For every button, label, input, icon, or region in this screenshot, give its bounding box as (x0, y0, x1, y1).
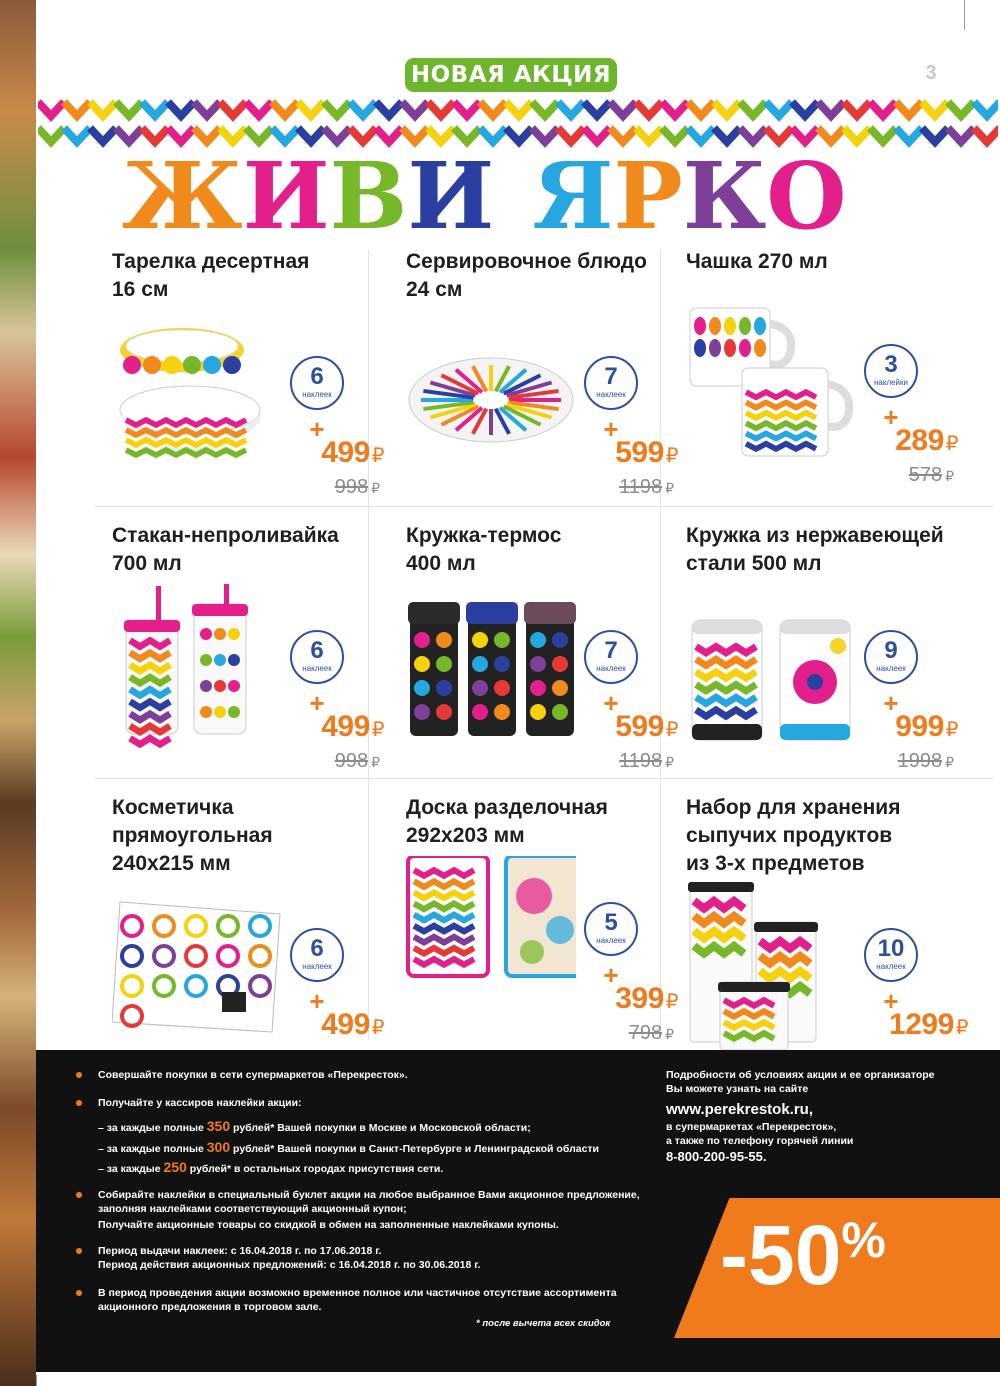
product-card[interactable] (112, 794, 402, 1054)
old-price (619, 476, 674, 499)
headline (122, 142, 922, 250)
ruble-sign: ₽ (945, 719, 958, 741)
product-title (112, 794, 402, 878)
chevron-stripe (922, 128, 948, 142)
chevron-stripe (64, 102, 90, 116)
bullet-icon (76, 1100, 82, 1106)
product-title-line: Тарелка десертная (112, 250, 310, 273)
sticker-word: наклеек (876, 664, 906, 673)
chevron-stripe (662, 128, 688, 142)
terms-line: акционного предложения в торговом зале. (98, 1301, 322, 1313)
plus-sign: + (309, 414, 325, 444)
bowl-image (112, 310, 282, 480)
product-title-line: из 3-х предметов (686, 852, 865, 875)
promo-price (615, 436, 678, 470)
tier-text: – за каждые (98, 1163, 164, 1175)
product-title (686, 794, 976, 878)
chevron-stripe (610, 102, 636, 116)
plus-sign: + (309, 688, 325, 718)
terms-line: Совершайте покупки в сети супермаркетов «Перекресток». (98, 1069, 408, 1081)
old-price (335, 750, 380, 773)
chevron-stripe (870, 102, 896, 116)
old-price-value: 578 (908, 464, 943, 486)
sticker-count-badge (584, 356, 638, 410)
chevron-stripe (454, 102, 480, 116)
chevron-stripe (246, 102, 272, 116)
promo-price (615, 982, 678, 1016)
price-value: 499 (321, 436, 370, 469)
chevron-stripe (896, 102, 922, 116)
chevron-stripe (194, 102, 220, 116)
chevron-stripe (844, 102, 870, 116)
product-card[interactable] (112, 522, 402, 782)
chevron-stripe (64, 128, 90, 142)
old-price-value: 998 (334, 750, 369, 772)
old-price-value: 1198 (619, 476, 663, 498)
chevron-stripe (376, 128, 402, 142)
organizer-info (666, 1068, 966, 1165)
product-title-line: сыпучих продуктов (686, 824, 893, 847)
price-value: 499 (321, 1008, 370, 1041)
promo-price (895, 424, 958, 458)
product-card[interactable] (406, 248, 696, 508)
ruble-sign: ₽ (945, 468, 954, 484)
headline-letter: Р (613, 142, 683, 250)
chevron-stripe (532, 128, 558, 142)
price-value: 499 (321, 710, 370, 743)
sticker-count-badge (290, 630, 344, 684)
chevron-stripe (974, 128, 998, 142)
chevron-stripe (948, 102, 974, 116)
product-title-line: 240x215 мм (112, 852, 231, 875)
chevron-stripe (584, 128, 610, 142)
steel-mug-image (686, 584, 856, 754)
chevron-stripe (714, 128, 740, 142)
plus-sign: + (603, 960, 619, 990)
chevron-stripe (38, 102, 64, 116)
chevron-stripe (636, 128, 662, 142)
ruble-sign: ₽ (371, 1017, 384, 1039)
crop-mark (964, 0, 965, 30)
promo-page (36, 0, 1000, 1386)
tier-amount: 250 (163, 1159, 187, 1175)
chevron-stripe (948, 128, 974, 142)
product-title (112, 522, 402, 578)
tier-text: – за каждые полные (98, 1122, 207, 1134)
promo-price (889, 1008, 968, 1042)
chevron-stripe (324, 102, 350, 116)
tier-text: рублей* Вашей покупки в Москве и Московской области; (230, 1122, 531, 1134)
sticker-word: наклеек (596, 664, 626, 673)
cosmetic-bag-image (112, 882, 282, 1052)
cutting-board-image (406, 856, 576, 1026)
info-line: а также по телефону горячей линии (666, 1135, 854, 1147)
chevron-stripe (896, 128, 922, 142)
chevron-stripe (506, 128, 532, 142)
product-title-line: 24 см (406, 278, 463, 301)
ruble-sign: ₽ (955, 1017, 968, 1039)
sticker-word: наклеек (302, 962, 332, 971)
ruble-sign: ₽ (371, 480, 380, 496)
promo-price (321, 710, 384, 744)
chevron-stripe (298, 102, 324, 116)
sticker-count-badge (290, 928, 344, 982)
headline-letter: К (682, 142, 767, 250)
old-price-value: 798 (628, 1022, 663, 1044)
sticker-word: наклеек (596, 390, 626, 399)
product-title-line: Кружка из нержавеющей (686, 524, 944, 547)
sticker-count-badge (864, 630, 918, 684)
ruble-sign: ₽ (665, 1026, 674, 1042)
price-value: 1299 (889, 1008, 954, 1041)
terms-footer (36, 1050, 1000, 1372)
sticker-count-badge (864, 344, 918, 398)
chevron-stripe (480, 128, 506, 142)
product-card[interactable] (112, 248, 402, 508)
ruble-sign: ₽ (665, 480, 674, 496)
chevron-stripe (818, 128, 844, 142)
ruble-sign: ₽ (371, 754, 380, 770)
plus-sign: + (603, 688, 619, 718)
chevron-stripe (480, 102, 506, 116)
terms-line: Получайте у кассиров наклейки акции: (98, 1097, 302, 1109)
headline-letter: И (242, 142, 330, 250)
sticker-count: 7 (604, 637, 618, 664)
chevron-stripe (38, 128, 64, 142)
product-title-line: 700 мл (112, 552, 182, 575)
product-title-line: 400 мл (406, 552, 476, 575)
product-title (406, 794, 696, 850)
new-promo-badge: НОВАЯ АКЦИЯ (405, 58, 617, 92)
info-line: Вы можете узнать на сайте (666, 1083, 809, 1095)
price-value: 599 (615, 436, 664, 469)
chevron-stripe (246, 128, 272, 142)
ruble-sign: ₽ (665, 445, 678, 467)
chevron-stripe (168, 128, 194, 142)
storage-set-image (686, 882, 856, 1052)
tier-amount: 300 (206, 1139, 231, 1155)
product-card[interactable] (406, 794, 696, 1054)
old-price (619, 750, 674, 773)
sticker-count: 6 (310, 363, 324, 390)
product-card[interactable] (406, 522, 696, 782)
info-line: в супермаркетах «Перекресток», (666, 1121, 837, 1133)
old-price (629, 1022, 674, 1045)
chevron-stripe (506, 102, 532, 116)
chevron-stripe (350, 128, 376, 142)
ruble-sign: ₽ (665, 754, 674, 770)
product-card[interactable] (686, 248, 976, 508)
chevron-stripe (870, 128, 896, 142)
product-title-line: стали 500 мл (686, 552, 822, 575)
headline-letter: Я (532, 142, 614, 250)
percent-sign: % (841, 1212, 886, 1268)
info-line: Подробности об условиях акции и ее организаторе (666, 1069, 935, 1081)
product-title-line: Стакан-непроливайка (112, 524, 339, 547)
chevron-stripe (90, 102, 116, 116)
sticker-word: наклейки (873, 378, 908, 387)
chevron-stripe (688, 128, 714, 142)
chevron-stripe (272, 128, 298, 142)
sticker-count: 9 (884, 637, 898, 664)
terms-line: В период проведения акции возможно временное полное или частичное отсутствие ассортимента (98, 1287, 617, 1299)
old-price-value: 1198 (619, 750, 663, 772)
sticker-count-badge (584, 902, 638, 956)
chevron-stripe (116, 128, 142, 142)
crop-mark (36, 1375, 37, 1386)
sticker-count: 7 (604, 363, 618, 390)
product-title (686, 248, 976, 276)
product-title (112, 248, 402, 304)
ruble-sign: ₽ (665, 719, 678, 741)
product-title-line: прямоугольная (112, 824, 273, 847)
bullet-icon (76, 1192, 82, 1198)
sticker-count: 10 (877, 935, 905, 962)
sticker-word: наклеек (876, 962, 906, 971)
sticker-word: наклеек (596, 936, 626, 945)
ruble-sign: ₽ (371, 719, 384, 741)
headline-letter: И (407, 142, 495, 250)
plus-sign: + (883, 986, 899, 1016)
tier-text: рублей* Вашей покупки в Санкт-Петербурге и Ленинградской области (230, 1143, 600, 1155)
old-price (335, 476, 380, 499)
product-card[interactable] (686, 522, 976, 782)
old-price-value: 998 (334, 476, 369, 498)
bullet-icon (76, 1072, 82, 1078)
product-title-line: Доска разделочная (406, 796, 608, 819)
bullet-icon (76, 1248, 82, 1254)
old-price-value: 1998 (897, 750, 943, 772)
product-title-line: Косметичка (112, 796, 234, 819)
mug-image (686, 298, 856, 468)
product-title-line: 16 см (112, 278, 169, 301)
chevron-border (38, 96, 998, 148)
chevron-stripe (688, 102, 714, 116)
chevron-stripe (428, 102, 454, 116)
ruble-sign: ₽ (371, 445, 384, 467)
terms-line: заполняя наклейками соответствующий акционный купон; (98, 1203, 407, 1215)
plus-sign: + (883, 688, 899, 718)
sticker-count: 3 (884, 351, 898, 378)
terms-tier (98, 1140, 599, 1156)
chevron-stripe (350, 102, 376, 116)
chevron-stripe (454, 128, 480, 142)
terms-line: Собирайте наклейки в специальный буклет акции на любое выбранное Вами акционное предложение, (98, 1189, 640, 1201)
chevron-stripe (636, 102, 662, 116)
product-card[interactable] (686, 794, 976, 1054)
chevron-stripe (272, 102, 298, 116)
old-price (909, 464, 954, 487)
chevron-stripe (194, 128, 220, 142)
chevron-stripe (428, 128, 454, 142)
chevron-stripe (532, 102, 558, 116)
product-title-line: Кружка-термос (406, 524, 562, 547)
promo-price (321, 436, 384, 470)
chevron-stripe (90, 128, 116, 142)
chevron-stripe (610, 128, 636, 142)
promo-price (321, 1008, 384, 1042)
headline-letter: В (329, 142, 408, 250)
plus-sign: + (883, 402, 899, 432)
footnote: * после вычета всех скидок (476, 1318, 611, 1329)
sticker-count-badge (290, 356, 344, 410)
sticker-word: наклеек (302, 390, 332, 399)
website-link[interactable]: www.perekrestok.ru, (666, 1101, 813, 1118)
chevron-stripe (662, 102, 688, 116)
hotline-phone: 8-800-200-95-55. (666, 1149, 767, 1164)
product-title (406, 248, 696, 304)
terms-tier (98, 1160, 443, 1176)
chevron-stripe (142, 128, 168, 142)
price-value: 599 (615, 710, 664, 743)
product-title (406, 522, 696, 578)
price-value: 999 (895, 710, 944, 743)
thermos-image (406, 584, 576, 754)
chevron-stripe (298, 128, 324, 142)
chevron-stripe (974, 102, 998, 116)
plus-sign: + (309, 986, 325, 1016)
tier-text: – за каждые полные (98, 1143, 207, 1155)
chevron-stripe (558, 102, 584, 116)
chevron-stripe (766, 128, 792, 142)
chevron-stripe (792, 128, 818, 142)
chevron-stripe (844, 128, 870, 142)
tumbler-image (112, 584, 282, 754)
terms-tier (98, 1119, 531, 1135)
terms-line: Получайте акционные товары со скидкой в обмен на заполненные наклейками купоны. (98, 1219, 559, 1231)
product-title-line: Сервировочное блюдо (406, 250, 647, 273)
page-number: 3 (925, 62, 937, 84)
chevron-stripe (558, 128, 584, 142)
terms-line: Период выдачи наклеек: с 16.04.2018 г. по 17.06.2018 г. (98, 1245, 382, 1257)
chevron-stripe (818, 102, 844, 116)
chevron-stripe (220, 102, 246, 116)
platter-image (406, 310, 576, 480)
promo-price (615, 710, 678, 744)
chevron-stripe (402, 128, 428, 142)
discount-label (720, 1200, 886, 1310)
chevron-stripe (740, 102, 766, 116)
price-value: 399 (615, 982, 664, 1015)
chevron-stripe (220, 128, 246, 142)
headline-letter: О (766, 142, 847, 250)
sticker-word: наклеек (302, 664, 332, 673)
chevron-stripe (402, 102, 428, 116)
old-price (898, 750, 954, 773)
price-value: 289 (895, 424, 944, 457)
chevron-stripe (116, 102, 142, 116)
ruble-sign: ₽ (945, 433, 958, 455)
chevron-stripe (740, 128, 766, 142)
promo-price (895, 710, 958, 744)
sticker-count-badge (864, 928, 918, 982)
chevron-stripe (324, 128, 350, 142)
product-title (686, 522, 976, 578)
chevron-stripe (142, 102, 168, 116)
product-title-line: Чашка 270 мл (686, 250, 828, 273)
food-photo-strip (0, 0, 36, 1386)
bullet-icon (76, 1290, 82, 1296)
product-title-line: 292x203 мм (406, 824, 525, 847)
plus-sign: + (603, 414, 619, 444)
tier-amount: 350 (206, 1118, 231, 1134)
sticker-count: 5 (604, 909, 618, 936)
product-title-line: Набор для хранения (686, 796, 901, 819)
chevron-stripe (376, 102, 402, 116)
tier-text: рублей* в остальных городах присутствия сети. (186, 1163, 444, 1175)
chevron-stripe (922, 102, 948, 116)
sticker-count: 6 (310, 637, 324, 664)
chevron-stripe (168, 102, 194, 116)
headline-letter: Ж (122, 142, 243, 250)
chevron-stripe (584, 102, 610, 116)
chevron-stripe (766, 102, 792, 116)
discount-value: -50 (720, 1208, 842, 1302)
chevron-stripe (714, 102, 740, 116)
terms-line: Период действия акционных предложений: с 16.04.2018 г. по 30.06.2018 г. (98, 1259, 481, 1271)
ruble-sign: ₽ (945, 754, 954, 770)
chevron-stripe (792, 102, 818, 116)
ruble-sign: ₽ (665, 991, 678, 1013)
sticker-count: 6 (310, 935, 324, 962)
sticker-count-badge (584, 630, 638, 684)
